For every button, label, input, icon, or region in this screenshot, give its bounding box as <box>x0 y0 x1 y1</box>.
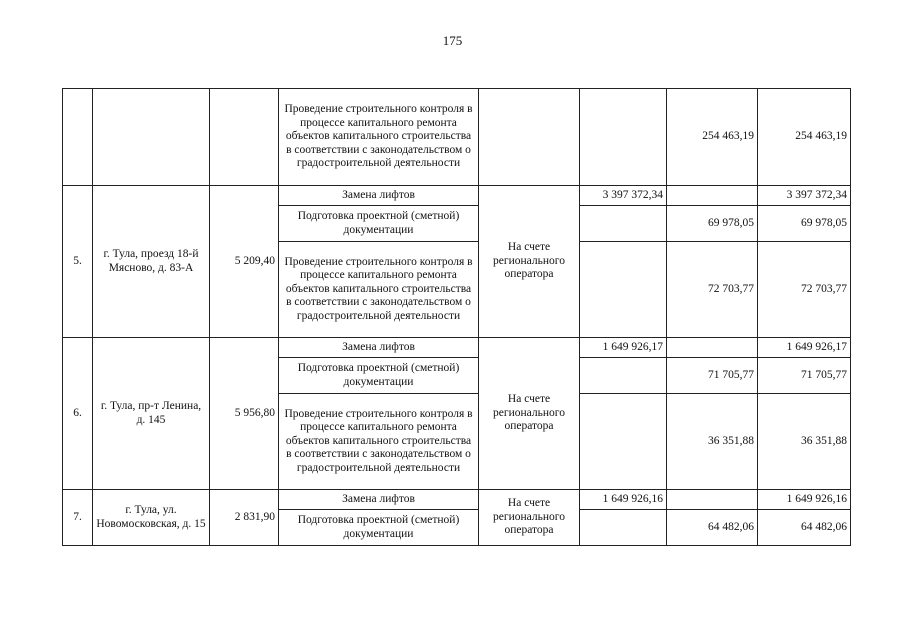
total-cost-cell: 1 649 926,17 <box>758 338 851 358</box>
design-cost-cell: 69 978,05 <box>667 206 758 242</box>
lift-cost-cell <box>580 89 667 186</box>
total-cost-cell: 1 649 926,16 <box>758 490 851 510</box>
total-cost-cell: 64 482,06 <box>758 510 851 546</box>
funding-source-cell: На счете регионального оператора <box>479 490 580 546</box>
work-name-cell: Проведение строительного контроля в процессе капитального ремонта объектов капитального строительства в соответствии с законодательством о градостроительной деятельности <box>279 242 479 338</box>
row-number-cell: 6. <box>63 338 93 490</box>
table-row <box>63 186 851 206</box>
work-name-cell: Замена лифтов <box>279 186 479 206</box>
page-number: 175 <box>442 33 463 48</box>
design-cost-cell: 72 703,77 <box>667 242 758 338</box>
address-cell <box>93 89 210 186</box>
design-cost-cell <box>667 338 758 358</box>
funding-source-cell: На счете регионального оператора <box>479 186 580 338</box>
repair-program-table <box>62 88 851 546</box>
work-name-cell: Подготовка проектной (сметной) документации <box>279 206 479 242</box>
area-cell <box>210 89 279 186</box>
work-name-cell: Замена лифтов <box>279 338 479 358</box>
total-cost-cell: 36 351,88 <box>758 394 851 490</box>
total-cost-cell: 69 978,05 <box>758 206 851 242</box>
work-name-cell: Замена лифтов <box>279 490 479 510</box>
work-name-cell: Подготовка проектной (сметной) документации <box>279 510 479 546</box>
lift-cost-cell <box>580 242 667 338</box>
table-row <box>63 89 851 186</box>
funding-source-cell: На счете регионального оператора <box>479 338 580 490</box>
work-name-cell: Подготовка проектной (сметной) документации <box>279 358 479 394</box>
address-cell: г. Тула, проезд 18-й Мясново, д. 83-А <box>93 186 210 338</box>
row-number-cell: 5. <box>63 186 93 338</box>
address-cell: г. Тула, пр-т Ленина, д. 145 <box>93 338 210 490</box>
funding-source-cell <box>479 89 580 186</box>
row-number-cell <box>63 89 93 186</box>
lift-cost-cell <box>580 206 667 242</box>
area-cell: 5 209,40 <box>210 186 279 338</box>
table-row <box>63 338 851 358</box>
total-cost-cell: 72 703,77 <box>758 242 851 338</box>
design-cost-cell: 64 482,06 <box>667 510 758 546</box>
lift-cost-cell <box>580 510 667 546</box>
area-cell: 5 956,80 <box>210 338 279 490</box>
lift-cost-cell: 1 649 926,16 <box>580 490 667 510</box>
total-cost-cell: 3 397 372,34 <box>758 186 851 206</box>
design-cost-cell <box>667 490 758 510</box>
row-number-cell: 7. <box>63 490 93 546</box>
design-cost-cell: 36 351,88 <box>667 394 758 490</box>
lift-cost-cell: 1 649 926,17 <box>580 338 667 358</box>
design-cost-cell: 254 463,19 <box>667 89 758 186</box>
lift-cost-cell <box>580 394 667 490</box>
lift-cost-cell: 3 397 372,34 <box>580 186 667 206</box>
lift-cost-cell <box>580 358 667 394</box>
work-name-cell: Проведение строительного контроля в процессе капитального ремонта объектов капитального строительства в соответствии с законодательством о градостроительной деятельности <box>279 394 479 490</box>
address-cell: г. Тула, ул. Новомосковская, д. 15 <box>93 490 210 546</box>
work-name-cell: Проведение строительного контроля в процессе капитального ремонта объектов капитального строительства в соответствии с законодательством о градостроительной деятельности <box>279 89 479 186</box>
total-cost-cell: 254 463,19 <box>758 89 851 186</box>
total-cost-cell: 71 705,77 <box>758 358 851 394</box>
table-row <box>63 490 851 510</box>
design-cost-cell <box>667 186 758 206</box>
design-cost-cell: 71 705,77 <box>667 358 758 394</box>
area-cell: 2 831,90 <box>210 490 279 546</box>
